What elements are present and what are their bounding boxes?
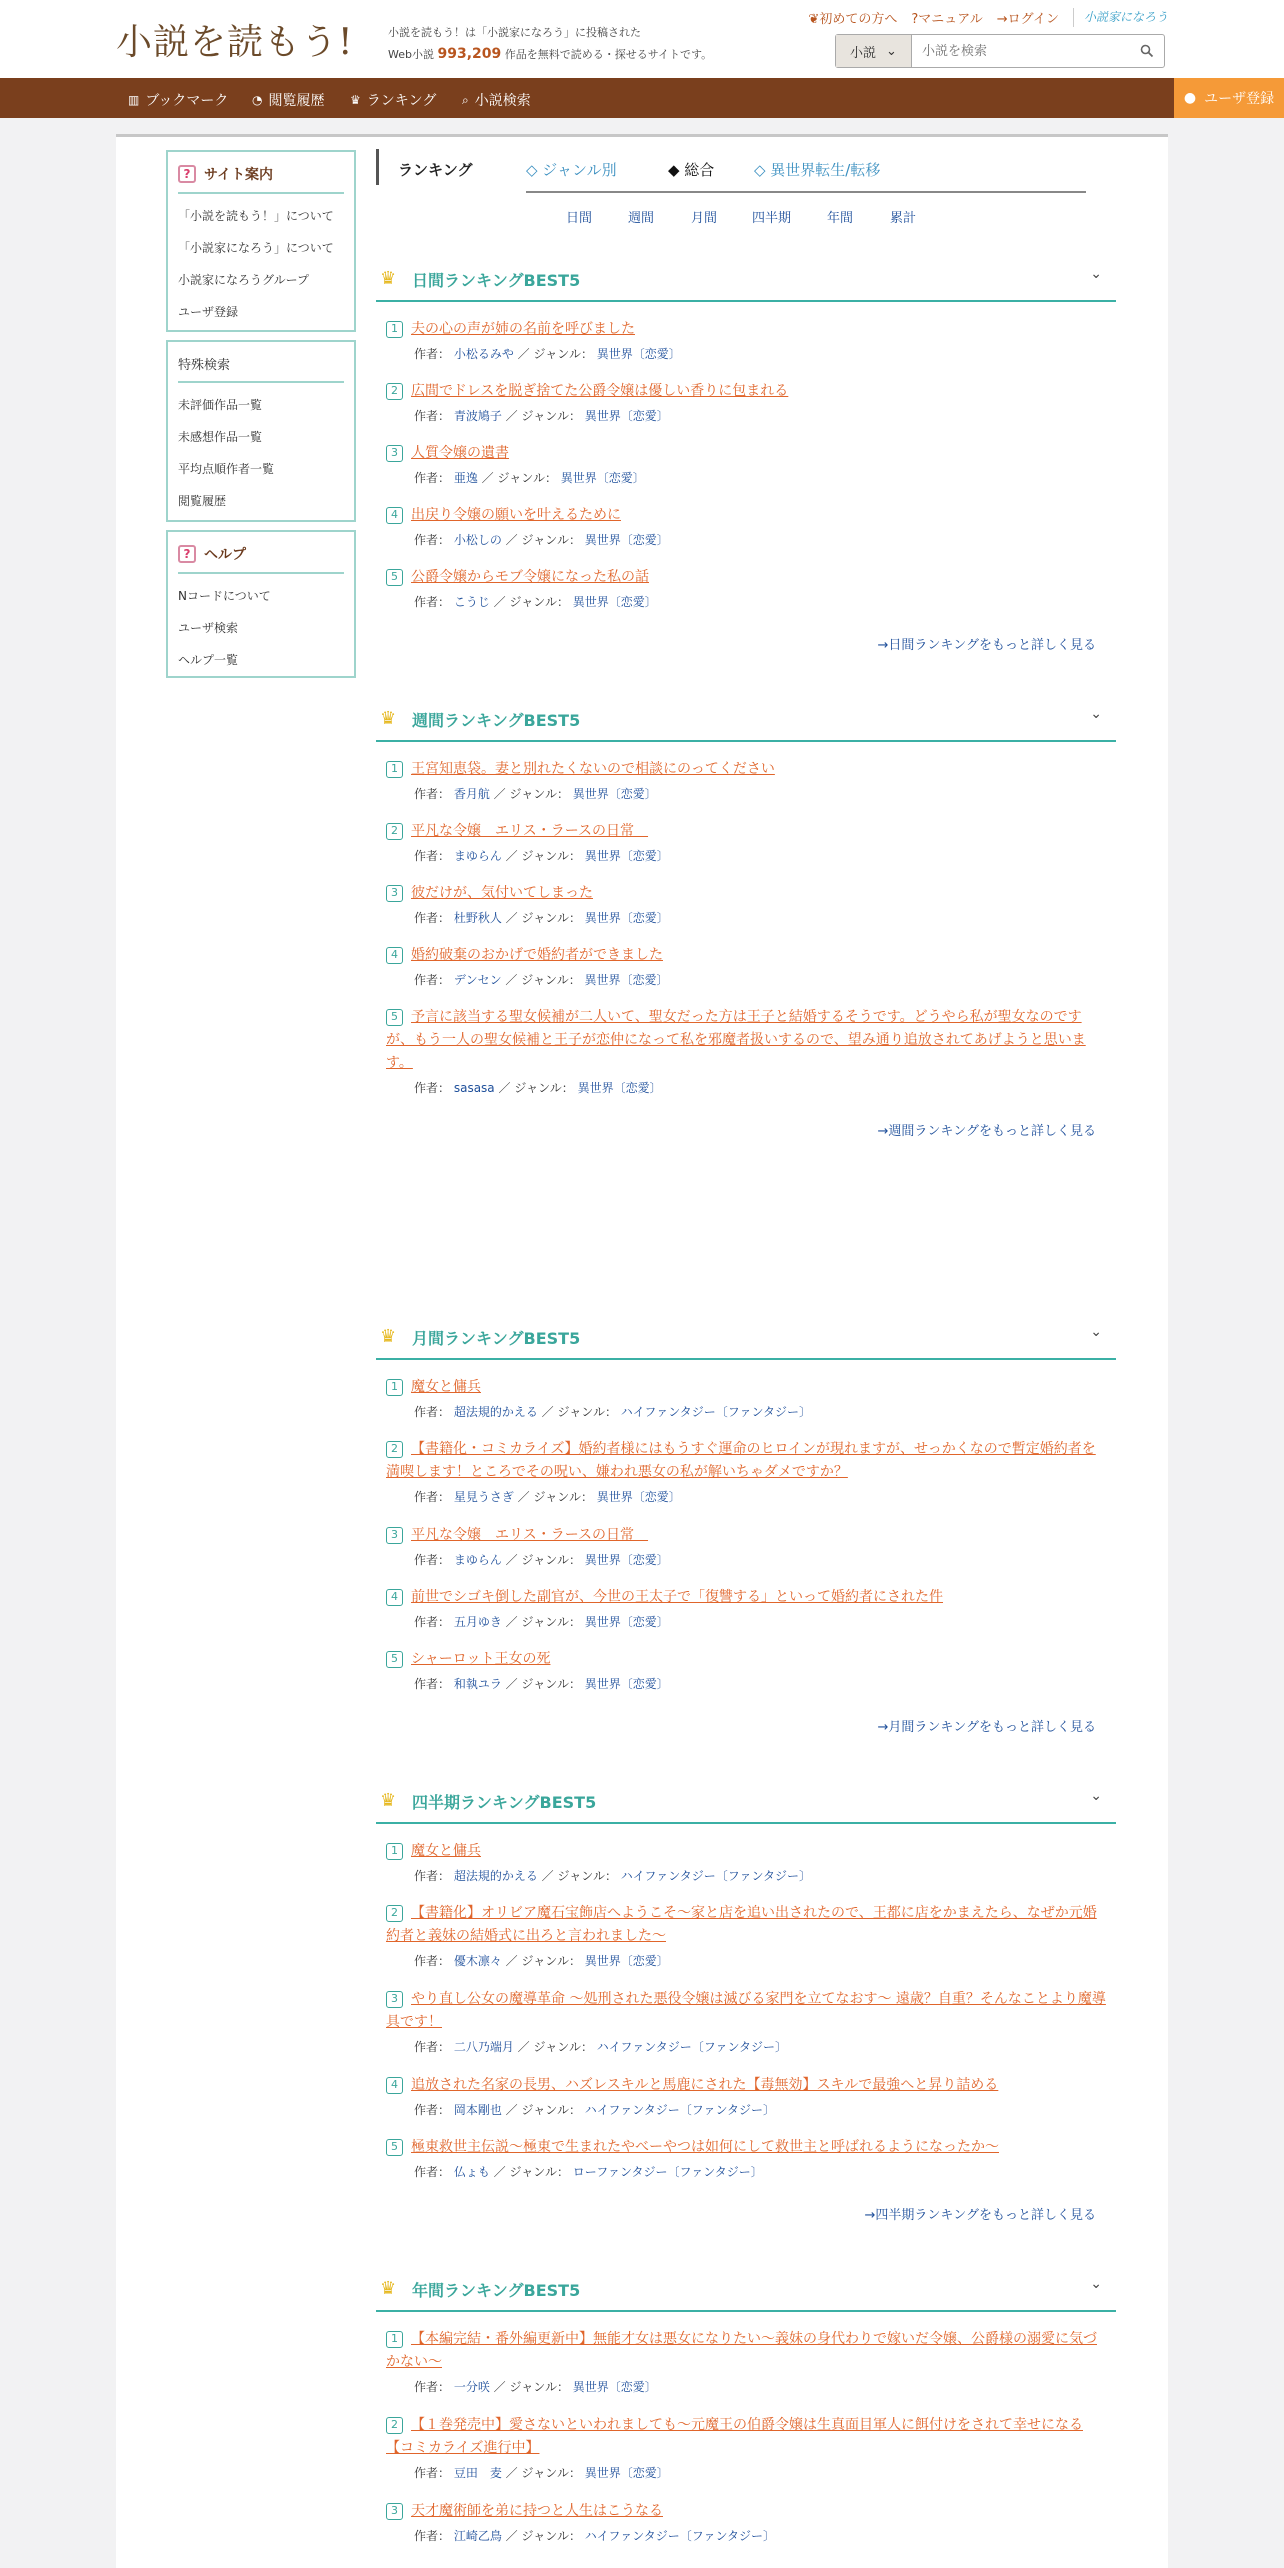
ranking-entry: 5 公爵令嬢からモブ令嬢になった私の話 作者： こうじ ／ ジャンル： 異世界〔恋愛〕 <box>386 566 1106 610</box>
period-tab-weekly[interactable]: 週間 <box>628 211 655 226</box>
section-title: 週間ランキングBEST5 <box>412 711 581 730</box>
ranking-entry: 1 魔女と傭兵 作者： 超法規的かえる ／ ジャンル： ハイファンタジー〔ファンタジー〕 <box>386 1376 1106 1420</box>
book-icon: ❦ <box>808 12 820 27</box>
section-title: 年間ランキングBEST5 <box>412 2281 581 2300</box>
site-guide-box <box>166 150 356 332</box>
site-description-count: Web小説 993,209 作品を無料で読める・探せるサイトです。 <box>388 46 713 62</box>
rank-badge: 2 <box>386 2417 403 2434</box>
tab-bar-marker <box>376 149 379 185</box>
genre-link[interactable]: 異世界〔恋愛〕 <box>584 973 669 987</box>
monthly-more-link[interactable]: →月間ランキングをもっと詳しく見る <box>877 1720 1096 1735</box>
sidebar-item-about-yomou[interactable]: 「小説を読もう！」について <box>178 209 334 223</box>
genre-link[interactable]: ローファンタジー〔ファンタジー〕 <box>572 2165 763 2179</box>
yearly-ranking-section <box>376 2262 1116 2568</box>
author-link[interactable]: デンセン <box>453 973 502 987</box>
sidebar-item-user-register[interactable]: ユーザ登録 <box>178 305 239 319</box>
search-category-select[interactable]: 小説 ⌄ <box>836 35 912 67</box>
site-description: 小説を読もう！は「小説家になろう」に投稿された <box>388 26 641 39</box>
ranking-entry: 2 【書籍化】オリビア魔石宝飾店へようこそ～家と店を追い出されたので、王都に店をかまえたら、なぜか元婚約者と義妹の結婚式に出ろと言われました～ 作者： 優木凛々 ／ ジャンル： 異世界〔恋愛〕 <box>386 1905 1097 1968</box>
sidebar-item-avg-score[interactable]: 平均点順作者一覧 <box>178 462 275 476</box>
ranking-heading: ランキング <box>398 161 473 179</box>
period-tab-daily[interactable]: 日間 <box>566 211 593 226</box>
rank-badge: 4 <box>386 1589 403 1606</box>
help-box <box>166 530 356 678</box>
section-title: 四半期ランキングBEST5 <box>412 1793 597 1812</box>
author-link[interactable]: 豆田 麦 <box>453 2466 502 2480</box>
sidebar-item-no-review[interactable]: 未感想作品一覧 <box>178 430 263 444</box>
novel-title-link[interactable]: 平凡な令嬢 エリス・ラースの日常 <box>411 1527 649 1543</box>
genre-link[interactable]: ハイファンタジー〔ファンタジー〕 <box>620 1405 811 1419</box>
search-icon <box>1140 44 1154 58</box>
ranking-tabs <box>376 149 1096 201</box>
genre-link[interactable]: 異世界〔恋愛〕 <box>584 1553 669 1567</box>
rank-badge: 2 <box>386 1441 403 1458</box>
section-title: 日間ランキングBEST5 <box>412 271 581 290</box>
user-icon: ● <box>1183 90 1197 106</box>
chevron-down-icon: ⌄ <box>1090 706 1102 722</box>
rank-badge: 2 <box>386 1905 403 1922</box>
author-link[interactable]: 優木凛々 <box>453 1954 502 1968</box>
quarterly-ranking-section <box>376 1774 1116 2254</box>
bookmark-list-icon: ▥ <box>128 93 140 107</box>
tab-underline <box>526 191 1086 193</box>
genre-link[interactable]: 異世界〔恋愛〕 <box>572 787 657 801</box>
rank-badge: 1 <box>386 761 403 778</box>
rank-badge: 1 <box>386 321 403 338</box>
genre-link[interactable]: 異世界〔恋愛〕 <box>584 1677 669 1691</box>
ranking-entry: 2 【１巻発売中】愛さないといわれましても～元魔王の伯爵令嬢は生真面目軍人に餌付けをされて幸せになる【コミカライズ進行中】 作者： 豆田 麦 ／ ジャンル： 異世界〔恋愛〕 <box>386 2417 1083 2480</box>
site-header <box>0 0 1284 78</box>
author-link[interactable]: 小松るみや <box>453 347 514 361</box>
help-icon: ? <box>178 165 196 183</box>
ranking-entry: 5 シャーロット王女の死 作者： 和執ユラ ／ ジャンル： 異世界〔恋愛〕 <box>386 1648 1106 1692</box>
genre-link[interactable]: 異世界〔恋愛〕 <box>584 1615 669 1629</box>
search-box <box>835 34 1165 68</box>
rank-badge: 1 <box>386 1843 403 1860</box>
monthly-ranking-section <box>376 1310 1116 1810</box>
author-link[interactable]: 杜野秋人 <box>453 911 502 925</box>
genre-link[interactable]: 異世界〔恋愛〕 <box>584 409 669 423</box>
sidebar-item-ncode[interactable]: Nコードについて <box>178 589 271 603</box>
ranking-entry: 5 極東救世主伝説～極東で生まれたやべーやつは如何にして救世主と呼ばれるようになったか～ 作者： 仏ょも ／ ジャンル： ローファンタジー〔ファンタジー〕 <box>386 2136 1106 2180</box>
rank-badge: 4 <box>386 947 403 964</box>
author-link[interactable]: 超法規的かえる <box>453 1405 538 1419</box>
novel-title-link[interactable]: 【１巻発売中】愛さないといわれましても～元魔王の伯爵令嬢は生真面目軍人に餌付けをされて幸せになる【コミカライズ進行中】 <box>386 2417 1083 2456</box>
novel-title-link[interactable]: 魔女と傭兵 <box>411 1379 481 1395</box>
weekly-ranking-section <box>376 692 1116 1292</box>
ranking-entry: 3 人質令嬢の遺書 作者： 亜逸 ／ ジャンル： 異世界〔恋愛〕 <box>386 442 1106 486</box>
ranking-entry: 2 広間でドレスを脱ぎ捨てた公爵令嬢は優しい香りに包まれる 作者： 青波鳩子 ／ ジャンル： 異世界〔恋愛〕 <box>386 380 1106 424</box>
author-link[interactable]: 青波鳩子 <box>453 409 502 423</box>
author-link[interactable]: まゆらん <box>453 1553 502 1567</box>
chevron-down-icon: ⌄ <box>1090 1788 1102 1804</box>
novel-title-link[interactable]: やり直し公女の魔導革命 ～処刑された悪役令嬢は滅びる家門を立てなおす～ 遠歳？自重？そんなことより魔導具です！ <box>386 1991 1106 2030</box>
nav-bookmark[interactable]: ▥ ブックマーク <box>128 93 229 109</box>
ranking-entry: 3 平凡な令嬢 エリス・ラースの日常 作者： まゆらん ／ ジャンル： 異世界〔恋愛〕 <box>386 1524 1106 1568</box>
period-tab-monthly[interactable]: 月間 <box>691 211 718 226</box>
genre-link[interactable]: 異世界〔恋愛〕 <box>596 347 681 361</box>
sidebar-item-user-search[interactable]: ユーザ検索 <box>178 621 239 635</box>
rank-badge: 3 <box>386 2503 403 2520</box>
rank-badge: 3 <box>386 885 403 902</box>
section-header[interactable] <box>376 1774 1116 1824</box>
author-link[interactable]: 仏ょも <box>453 2165 490 2179</box>
ranking-entry: 1 王宮知恵袋。妻と別れたくないので相談にのってください 作者： 香月航 ／ ジャンル： 異世界〔恋愛〕 <box>386 758 1106 802</box>
genre-link[interactable]: 異世界〔恋愛〕 <box>572 2380 657 2394</box>
genre-link[interactable]: ハイファンタジー〔ファンタジー〕 <box>620 1869 811 1883</box>
daily-more-link[interactable]: →日間ランキングをもっと詳しく見る <box>877 638 1096 653</box>
user-register-button[interactable]: ● ユーザ登録 <box>1174 78 1284 118</box>
chevron-down-icon: ⌄ <box>1090 266 1102 282</box>
ranking-entry: 4 前世でシゴキ倒した副官が、今世の王太子で「復讐する」といって婚約者にされた件 作者： 五月ゆき ／ ジャンル： 異世界〔恋愛〕 <box>386 1586 1106 1630</box>
author-link[interactable]: 超法規的かえる <box>453 1869 538 1883</box>
special-search-title: 特殊検索 <box>178 350 344 383</box>
main-nav <box>0 78 1284 118</box>
main-container <box>116 134 1168 2568</box>
nav-history[interactable]: ◔ 閲覧履歴 <box>252 93 325 109</box>
genre-link[interactable]: 異世界〔恋愛〕 <box>560 471 645 485</box>
novel-title-link[interactable]: 婚約破棄のおかげで婚約者ができました <box>411 947 663 963</box>
top-links <box>808 8 1168 27</box>
novel-title-link[interactable]: 平凡な令嬢 エリス・ラースの日常 <box>411 823 649 839</box>
rank-badge: 5 <box>386 569 403 586</box>
novel-title-link[interactable]: 彼だけが、気付いてしまった <box>411 885 593 901</box>
novel-title-link[interactable]: 前世でシゴキ倒した副官が、今世の王太子で「復讐する」といって婚約者にされた件 <box>411 1589 943 1605</box>
ranking-entry: 1 魔女と傭兵 作者： 超法規的かえる ／ ジャンル： ハイファンタジー〔ファンタジー〕 <box>386 1840 1106 1884</box>
quarterly-more-link[interactable]: →四半期ランキングをもっと詳しく見る <box>864 2208 1096 2223</box>
novel-title-link[interactable]: 天才魔術師を弟に持つと人生はこうなる <box>411 2503 663 2519</box>
rank-badge: 1 <box>386 2331 403 2348</box>
novel-title-link[interactable]: 魔女と傭兵 <box>411 1843 481 1859</box>
narou-logo-link[interactable]: 小説家になろう <box>1073 8 1168 27</box>
chevron-down-icon: ⌄ <box>1090 2276 1102 2292</box>
novel-title-link[interactable]: 人質令嬢の遺書 <box>411 445 509 461</box>
ranking-entry: 4 出戻り令嬢の願いを叶えるために 作者： 小松しの ／ ジャンル： 異世界〔恋愛〕 <box>386 504 1106 548</box>
novel-title-link[interactable]: 公爵令嬢からモブ令嬢になった私の話 <box>411 569 649 585</box>
author-link[interactable]: 和執ユラ <box>453 1677 502 1691</box>
search-icon: ⌕ <box>462 92 469 107</box>
manual-link[interactable]: ?マニュアル <box>911 12 983 27</box>
ranking-entry: 2 平凡な令嬢 エリス・ラースの日常 作者： まゆらん ／ ジャンル： 異世界〔恋愛〕 <box>386 820 1106 864</box>
novel-title-link[interactable]: 極東救世主伝説～極東で生まれたやべーやつは如何にして救世主と呼ばれるようになったか～ <box>411 2139 999 2155</box>
rank-badge: 3 <box>386 445 403 462</box>
sidebar-item-unrated[interactable]: 未評価作品一覧 <box>178 398 263 412</box>
novel-title-link[interactable]: 夫の心の声が姉の名前を呼びました <box>411 321 635 337</box>
rank-badge: 1 <box>386 1379 403 1396</box>
genre-link[interactable]: 異世界〔恋愛〕 <box>584 2466 669 2480</box>
author-link[interactable]: 香月航 <box>453 787 490 801</box>
weekly-more-link[interactable]: →週間ランキングをもっと詳しく見る <box>877 1124 1096 1139</box>
section-header[interactable] <box>376 1310 1116 1360</box>
section-header[interactable] <box>376 692 1116 742</box>
crown-icon: ♛ <box>380 268 397 289</box>
section-title: 月間ランキングBEST5 <box>412 1329 581 1348</box>
novel-title-link[interactable]: 追放された名家の長男、ハズレスキルと馬鹿にされた【毒無効】スキルで最強へと昇り詰める <box>411 2077 999 2093</box>
author-link[interactable]: 星見うさぎ <box>453 1490 514 1504</box>
novel-title-link[interactable]: 広間でドレスを脱ぎ捨てた公爵令嬢は優しい香りに包まれる <box>411 383 789 399</box>
ranking-entry: 1 夫の心の声が姉の名前を呼びました 作者： 小松るみや ／ ジャンル： 異世界〔恋愛〕 <box>386 318 1106 362</box>
ranking-entry: 4 追放された名家の長男、ハズレスキルと馬鹿にされた【毒無効】スキルで最強へと昇り詰める 作者： 岡本剛也 ／ ジャンル： ハイファンタジー〔ファンタジー〕 <box>386 2074 1106 2118</box>
section-header[interactable] <box>376 252 1116 302</box>
login-link[interactable]: →ログイン <box>996 12 1059 27</box>
author-link[interactable]: sasasa <box>453 1081 495 1095</box>
sidebar-item-history[interactable]: 閲覧履歴 <box>178 494 227 508</box>
ranking-entry: 3 やり直し公女の魔導革命 ～処刑された悪役令嬢は滅びる家門を立てなおす～ 遠歳？自重？そんなことより魔導具です！ 作者： 二八乃端月 ／ ジャンル： ハイファンタジー〔ファンタジー〕 <box>386 1991 1106 2054</box>
novel-title-link[interactable]: 【本編完結・番外編更新中】無能才女は悪女になりたい～義妹の身代わりで嫁いだ令嬢、公爵様の溺愛に気づかない～ <box>386 2331 1097 2370</box>
search-input[interactable] <box>912 35 1130 67</box>
crown-icon: ♛ <box>350 93 361 107</box>
genre-link[interactable]: 異世界〔恋愛〕 <box>584 1954 669 1968</box>
site-logo[interactable]: 小説を読もう! <box>116 22 354 63</box>
rank-badge: 3 <box>386 1991 403 2008</box>
crown-icon: ♛ <box>380 2278 397 2299</box>
period-tab-total[interactable]: 累計 <box>890 211 917 226</box>
tab-isekai[interactable]: ◇ 異世界転生/転移 <box>754 161 881 179</box>
rank-badge: 4 <box>386 2077 403 2094</box>
genre-link[interactable]: ハイファンタジー〔ファンタジー〕 <box>596 2040 787 2054</box>
novel-title-link[interactable]: 【書籍化・コミカライズ】婚約者様にはもうすぐ運命のヒロインが現れますが、せっかくなので暫定婚約者を満喫します！ところでその呪い、嫌われ悪女の私が解いちゃダメですか？ <box>386 1441 1096 1480</box>
chevron-down-icon: ⌄ <box>1090 1324 1102 1340</box>
novel-title-link[interactable]: シャーロット王女の死 <box>411 1651 551 1667</box>
ranking-entry: 3 彼だけが、気付いてしまった 作者： 杜野秋人 ／ ジャンル： 異世界〔恋愛〕 <box>386 882 1106 926</box>
ranking-entry: 5 予言に該当する聖女候補が二人いて、聖女だった方は王子と結婚するそうです。どうやら私が聖女なのですが、もう一人の聖女候補と王子が恋仲になって私を邪魔者扱いするので、望み通り追放されてあげようと思います。 作者： sasasa ／ ジャンル： 異世界〔恋愛〕 <box>386 1009 1086 1095</box>
rank-badge: 5 <box>386 1651 403 1668</box>
rank-badge: 5 <box>386 1009 403 1026</box>
nav-search[interactable]: ⌕ 小説検索 <box>462 92 531 109</box>
question-icon: ? <box>911 12 919 27</box>
login-icon: → <box>996 12 1008 27</box>
special-search-box <box>166 340 356 522</box>
author-link[interactable]: 岡本剛也 <box>453 2103 502 2117</box>
novel-title-link[interactable]: 出戻り令嬢の願いを叶えるために <box>411 507 621 523</box>
help-icon: ? <box>178 545 196 563</box>
crown-icon: ♛ <box>380 1790 397 1811</box>
genre-link[interactable]: 異世界〔恋愛〕 <box>577 1081 662 1095</box>
first-time-link[interactable]: ❦初めての方へ <box>808 12 898 27</box>
period-tab-quarterly[interactable]: 四半期 <box>752 211 792 226</box>
author-link[interactable]: 江崎乙鳥 <box>453 2529 502 2543</box>
genre-link[interactable]: ハイファンタジー〔ファンタジー〕 <box>584 2103 775 2117</box>
search-button[interactable] <box>1130 35 1164 67</box>
work-count: 993,209 <box>437 46 502 62</box>
novel-title-link[interactable]: 【書籍化】オリビア魔石宝飾店へようこそ～家と店を追い出されたので、王都に店をかまえたら、なぜか元婚約者と義妹の結婚式に出ろと言われました～ <box>386 1905 1097 1944</box>
genre-link[interactable]: 異世界〔恋愛〕 <box>572 595 657 609</box>
genre-link[interactable]: 異世界〔恋愛〕 <box>584 533 669 547</box>
site-guide-title: サイト案内 <box>204 167 274 183</box>
genre-link[interactable]: ハイファンタジー〔ファンタジー〕 <box>584 2529 775 2543</box>
author-link[interactable]: 小松しの <box>453 533 502 547</box>
rank-badge: 3 <box>386 1527 403 1544</box>
author-link[interactable]: こうじ <box>453 595 490 609</box>
author-link[interactable]: まゆらん <box>453 849 502 863</box>
section-header[interactable] <box>376 2262 1116 2312</box>
crown-icon: ♛ <box>380 1326 397 1347</box>
novel-title-link[interactable]: 予言に該当する聖女候補が二人いて、聖女だった方は王子と結婚するそうです。どうやら私が聖女なのですが、もう一人の聖女候補と王子が恋仲になって私を邪魔者扱いするので、望み通り追放されてあげようと思います。 <box>386 1009 1086 1071</box>
rank-badge: 2 <box>386 383 403 400</box>
genre-link[interactable]: 異世界〔恋愛〕 <box>584 849 669 863</box>
tab-overall[interactable]: ◆ 総合 <box>668 161 715 179</box>
author-link[interactable]: 二八乃端月 <box>453 2040 514 2054</box>
nav-ranking[interactable]: ♛ ランキング <box>350 93 437 109</box>
sidebar-item-narou-group[interactable]: 小説家になろうグループ <box>178 273 310 287</box>
novel-title-link[interactable]: 王宮知恵袋。妻と別れたくないので相談にのってください <box>411 761 775 777</box>
ranking-entry: 1 【本編完結・番外編更新中】無能才女は悪女になりたい～義妹の身代わりで嫁いだ令嬢、公爵様の溺愛に気づかない～ 作者： 一分咲 ／ ジャンル： 異世界〔恋愛〕 <box>386 2331 1097 2394</box>
author-link[interactable]: 亜逸 <box>453 471 478 485</box>
genre-link[interactable]: 異世界〔恋愛〕 <box>596 1490 681 1504</box>
history-icon: ◔ <box>252 93 263 107</box>
author-link[interactable]: 五月ゆき <box>453 1615 502 1629</box>
sidebar-item-about-narou[interactable]: 「小説家になろう」について <box>178 241 334 255</box>
rank-badge: 5 <box>386 2139 403 2156</box>
ranking-entry: 2 【書籍化・コミカライズ】婚約者様にはもうすぐ運命のヒロインが現れますが、せっかくなので暫定婚約者を満喫します！ところでその呪い、嫌われ悪女の私が解いちゃダメですか？ 作者： 星見うさぎ ／ ジャンル： 異世界〔恋愛〕 <box>386 1441 1096 1504</box>
author-link[interactable]: 一分咲 <box>453 2380 490 2394</box>
help-title: ヘルプ <box>204 547 246 563</box>
genre-link[interactable]: 異世界〔恋愛〕 <box>584 911 669 925</box>
ranking-entry: 3 天才魔術師を弟に持つと人生はこうなる 作者： 江崎乙鳥 ／ ジャンル： ハイファンタジー〔ファンタジー〕 <box>386 2500 1106 2544</box>
crown-icon: ♛ <box>380 708 397 729</box>
tab-genre[interactable]: ◇ ジャンル別 <box>526 161 617 179</box>
rank-badge: 2 <box>386 823 403 840</box>
sidebar-item-help-list[interactable]: ヘルプ一覧 <box>178 653 239 667</box>
chevron-down-icon: ⌄ <box>886 43 897 59</box>
ranking-entry: 4 婚約破棄のおかげで婚約者ができました 作者： デンセン ／ ジャンル： 異世界〔恋愛〕 <box>386 944 1106 988</box>
rank-badge: 4 <box>386 507 403 524</box>
period-tab-yearly[interactable]: 年間 <box>827 211 854 226</box>
